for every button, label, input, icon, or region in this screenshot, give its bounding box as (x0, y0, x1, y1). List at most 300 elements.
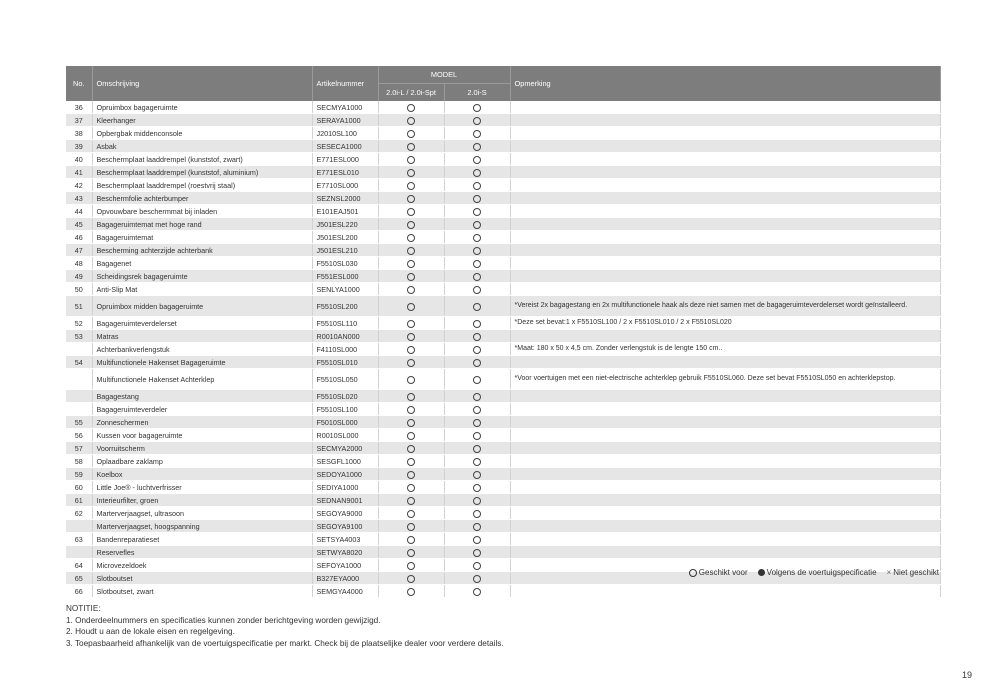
row-description: Scheidingsrek bagageruimte (92, 270, 312, 283)
row-article-number: SERAYA1000 (312, 114, 378, 127)
open-circle-icon (407, 497, 415, 505)
open-circle-icon (473, 182, 481, 190)
row-model-a (378, 507, 444, 520)
row-number: 56 (66, 429, 92, 442)
open-circle-icon (473, 523, 481, 531)
note-item: 1. Onderdeelnummers en specificaties kunnen zonder berichtgeving worden gewijzigd. (66, 615, 381, 625)
row-remark (510, 270, 940, 283)
row-remark: *Deze set bevat:1 x F5510SL100 / 2 x F5510SL010 / 2 x F5510SL020 (510, 317, 940, 330)
open-circle-icon (473, 260, 481, 268)
row-article-number: F4110SL000 (312, 343, 378, 356)
row-article-number: F5510SL030 (312, 257, 378, 270)
open-circle-icon (473, 376, 481, 384)
open-circle-icon (473, 510, 481, 518)
table-row (66, 343, 940, 356)
row-remark (510, 468, 940, 481)
row-model-b (444, 153, 510, 166)
row-model-a (378, 403, 444, 416)
row-model-b (444, 205, 510, 218)
row-model-b (444, 283, 510, 296)
table-row (66, 481, 940, 494)
open-circle-icon (407, 182, 415, 190)
row-model-b (444, 442, 510, 455)
row-article-number: E7710SL000 (312, 179, 378, 192)
row-model-b (444, 533, 510, 546)
row-number: 51 (66, 296, 92, 317)
row-model-a (378, 455, 444, 468)
row-description: Kleerhanger (92, 114, 312, 127)
accessories-table (66, 66, 941, 598)
row-model-b (444, 296, 510, 317)
table-row (66, 244, 940, 257)
table-row (66, 455, 940, 468)
row-article-number: SETSYA4003 (312, 533, 378, 546)
row-article-number: J501ESL210 (312, 244, 378, 257)
header-remark: Opmerking (510, 66, 940, 101)
open-circle-icon (473, 221, 481, 229)
row-model-b (444, 494, 510, 507)
open-circle-icon (407, 376, 415, 384)
row-description: Voorruitscherm (92, 442, 312, 455)
table-row (66, 283, 940, 296)
row-number (66, 390, 92, 403)
row-article-number: E771ESL000 (312, 153, 378, 166)
row-model-a (378, 494, 444, 507)
row-model-a (378, 296, 444, 317)
open-circle-icon (473, 549, 481, 557)
row-article-number: F5510SL050 (312, 369, 378, 390)
table-row (66, 585, 940, 598)
row-description: Bagageruimtemat met hoge rand (92, 218, 312, 231)
open-circle-icon (473, 286, 481, 294)
row-model-b (444, 140, 510, 153)
open-circle-icon (407, 260, 415, 268)
row-remark (510, 533, 940, 546)
note-item: 3. Toepasbaarheid afhankelijk van de voertuigspecificatie per markt. Check bij de plaatselijke dealer voor verdere details. (66, 638, 504, 648)
row-article-number: J501ESL200 (312, 231, 378, 244)
row-model-b (444, 270, 510, 283)
open-circle-icon (407, 359, 415, 367)
row-remark (510, 356, 940, 369)
row-article-number: J501ESL220 (312, 218, 378, 231)
row-description: Bescherming achterzijde achterbank (92, 244, 312, 257)
open-circle-icon (473, 320, 481, 328)
row-description: Multifunctionele Hakenset Bagageruimte (92, 356, 312, 369)
row-remark (510, 153, 940, 166)
row-model-a (378, 127, 444, 140)
row-model-b (444, 416, 510, 429)
row-description: Bagageruimteverdeler (92, 403, 312, 416)
row-number: 40 (66, 153, 92, 166)
row-article-number: F5510SL020 (312, 390, 378, 403)
row-description: Zonneschermen (92, 416, 312, 429)
row-number: 38 (66, 127, 92, 140)
table-row (66, 257, 940, 270)
table-row (66, 205, 940, 218)
row-model-a (378, 114, 444, 127)
row-article-number: SEGOYA9000 (312, 507, 378, 520)
table-row (66, 231, 940, 244)
row-number: 41 (66, 166, 92, 179)
row-article-number: SEZNSL2000 (312, 192, 378, 205)
row-article-number: SESECA1000 (312, 140, 378, 153)
note-item: 2. Houdt u aan de lokale eisen en regelgeving. (66, 627, 235, 636)
header-model: MODEL (378, 66, 510, 84)
row-remark (510, 520, 940, 533)
row-model-b (444, 585, 510, 598)
row-article-number: E771ESL010 (312, 166, 378, 179)
row-description: Slotboutset, zwart (92, 585, 312, 598)
row-remark (510, 442, 940, 455)
row-remark (510, 416, 940, 429)
row-description: Kussen voor bagageruimte (92, 429, 312, 442)
row-model-b (444, 114, 510, 127)
row-model-a (378, 546, 444, 559)
table-row (66, 270, 940, 283)
row-number (66, 369, 92, 390)
row-description: Opbergbak middenconsole (92, 127, 312, 140)
row-number: 65 (66, 572, 92, 585)
row-model-a (378, 179, 444, 192)
row-model-a (378, 101, 444, 114)
row-model-a (378, 572, 444, 585)
row-number: 42 (66, 179, 92, 192)
row-model-a (378, 356, 444, 369)
open-circle-icon (407, 156, 415, 164)
row-number (66, 520, 92, 533)
table-row (66, 296, 940, 317)
row-remark: *Vereist 2x bagagestang en 2x multifunctionele haak als deze niet samen met de bagageruimteverdelerset wordt geïnstalleerd. (510, 296, 940, 317)
row-number: 45 (66, 218, 92, 231)
row-model-a (378, 520, 444, 533)
open-circle-icon (473, 536, 481, 544)
row-remark (510, 507, 940, 520)
row-remark (510, 494, 940, 507)
row-number: 57 (66, 442, 92, 455)
row-description: Beschermfolie achterbumper (92, 192, 312, 205)
open-circle-icon (473, 104, 481, 112)
row-model-b (444, 507, 510, 520)
open-circle-icon (473, 273, 481, 281)
table-row (66, 468, 940, 481)
row-remark (510, 403, 940, 416)
row-model-b (444, 520, 510, 533)
row-remark (510, 481, 940, 494)
open-circle-icon (473, 445, 481, 453)
row-model-b (444, 127, 510, 140)
row-description: Oplaadbare zaklamp (92, 455, 312, 468)
open-circle-icon (407, 523, 415, 531)
row-model-b (444, 559, 510, 572)
row-number (66, 546, 92, 559)
row-model-a (378, 270, 444, 283)
row-article-number: F5510SL110 (312, 317, 378, 330)
open-circle-icon (473, 406, 481, 414)
open-circle-icon (473, 432, 481, 440)
open-circle-icon (407, 393, 415, 401)
open-circle-icon (689, 569, 697, 577)
row-number: 36 (66, 101, 92, 114)
open-circle-icon (473, 208, 481, 216)
open-circle-icon (473, 333, 481, 341)
row-description: Bagageruimteverdelerset (92, 317, 312, 330)
row-model-a (378, 585, 444, 598)
row-model-a (378, 343, 444, 356)
row-model-a (378, 205, 444, 218)
row-article-number: B327EYA000 (312, 572, 378, 585)
table-row (66, 179, 940, 192)
row-article-number: SETWYA8020 (312, 546, 378, 559)
row-number: 47 (66, 244, 92, 257)
open-circle-icon (473, 346, 481, 354)
open-circle-icon (407, 536, 415, 544)
row-number: 44 (66, 205, 92, 218)
table-row (66, 494, 940, 507)
row-remark (510, 330, 940, 343)
row-model-b (444, 192, 510, 205)
row-number: 46 (66, 231, 92, 244)
row-model-a (378, 283, 444, 296)
open-circle-icon (473, 588, 481, 596)
legend (689, 568, 939, 577)
row-model-b (444, 343, 510, 356)
legend-spec-label: Volgens de voertuigspecificatie (766, 568, 877, 577)
open-circle-icon (407, 273, 415, 281)
row-model-b (444, 244, 510, 257)
row-number: 53 (66, 330, 92, 343)
row-description: Marterverjaagset, hoogspanning (92, 520, 312, 533)
header-model-b: 2.0i-S (444, 84, 510, 102)
row-article-number: SEDIYA1000 (312, 481, 378, 494)
table-row (66, 127, 940, 140)
table-row (66, 114, 940, 127)
open-circle-icon (407, 575, 415, 583)
row-remark (510, 114, 940, 127)
open-circle-icon (407, 117, 415, 125)
table-row (66, 390, 940, 403)
row-model-b (444, 369, 510, 390)
row-article-number: SEDOYA1000 (312, 468, 378, 481)
table-row (66, 101, 940, 114)
row-description: Opruimbox bagageruimte (92, 101, 312, 114)
row-model-b (444, 166, 510, 179)
row-article-number: SENLYA1000 (312, 283, 378, 296)
row-model-a (378, 257, 444, 270)
row-number (66, 403, 92, 416)
row-description: Interieurfilter, groen (92, 494, 312, 507)
row-number: 58 (66, 455, 92, 468)
header-description: Omschrijving (92, 66, 312, 101)
row-remark (510, 244, 940, 257)
row-article-number: SEGOYA9100 (312, 520, 378, 533)
table-row (66, 153, 940, 166)
row-model-a (378, 140, 444, 153)
row-description: Asbak (92, 140, 312, 153)
row-model-b (444, 468, 510, 481)
row-model-b (444, 546, 510, 559)
row-number: 63 (66, 533, 92, 546)
row-model-a (378, 153, 444, 166)
open-circle-icon (473, 393, 481, 401)
open-circle-icon (407, 320, 415, 328)
row-model-a (378, 416, 444, 429)
table-row (66, 520, 940, 533)
row-model-b (444, 257, 510, 270)
row-description: Anti-Slip Mat (92, 283, 312, 296)
row-model-a (378, 166, 444, 179)
row-description: Beschermplaat laaddrempel (kunststof, aluminium) (92, 166, 312, 179)
row-description: Achterbankverlengstuk (92, 343, 312, 356)
row-model-b (444, 317, 510, 330)
row-model-b (444, 403, 510, 416)
row-description: Koelbox (92, 468, 312, 481)
open-circle-icon (473, 117, 481, 125)
open-circle-icon (407, 445, 415, 453)
row-remark (510, 140, 940, 153)
row-description: Bagagestang (92, 390, 312, 403)
open-circle-icon (407, 221, 415, 229)
open-circle-icon (407, 303, 415, 311)
row-model-a (378, 244, 444, 257)
row-description: Bagageruimtemat (92, 231, 312, 244)
row-remark (510, 205, 940, 218)
row-model-b (444, 218, 510, 231)
row-model-a (378, 231, 444, 244)
row-article-number: F5510SL100 (312, 403, 378, 416)
row-description: Reservefles (92, 546, 312, 559)
open-circle-icon (473, 419, 481, 427)
row-description: Beschermplaat laaddrempel (roestvrij staal) (92, 179, 312, 192)
row-model-a (378, 390, 444, 403)
row-remark (510, 101, 940, 114)
table-row (66, 369, 940, 390)
table-row (66, 416, 940, 429)
table-row (66, 546, 940, 559)
row-remark (510, 231, 940, 244)
notes-title: NOTITIE: (66, 604, 101, 613)
open-circle-icon (407, 143, 415, 151)
cross-icon: × (886, 568, 892, 577)
open-circle-icon (407, 484, 415, 492)
legend-spec (758, 568, 877, 577)
open-circle-icon (473, 169, 481, 177)
open-circle-icon (407, 104, 415, 112)
open-circle-icon (407, 169, 415, 177)
open-circle-icon (407, 471, 415, 479)
legend-suitable (689, 568, 748, 577)
row-model-a (378, 481, 444, 494)
row-description: Opruimbox midden bagageruimte (92, 296, 312, 317)
row-model-b (444, 572, 510, 585)
row-model-a (378, 442, 444, 455)
row-article-number: F5010SL000 (312, 416, 378, 429)
row-number: 64 (66, 559, 92, 572)
row-remark (510, 257, 940, 270)
header-model-a: 2.0i-L / 2.0i-Spt (378, 84, 444, 102)
row-article-number: E101EAJ501 (312, 205, 378, 218)
notes (66, 603, 504, 649)
row-remark (510, 283, 940, 296)
row-article-number: SEMGYA4000 (312, 585, 378, 598)
row-model-a (378, 429, 444, 442)
row-model-a (378, 559, 444, 572)
row-number: 49 (66, 270, 92, 283)
open-circle-icon (407, 432, 415, 440)
row-article-number: SECMYA1000 (312, 101, 378, 114)
row-description: Slotboutset (92, 572, 312, 585)
row-number: 37 (66, 114, 92, 127)
row-article-number: R0010AN000 (312, 330, 378, 343)
row-article-number: SESGFL1000 (312, 455, 378, 468)
row-remark (510, 585, 940, 598)
row-remark (510, 546, 940, 559)
table-row (66, 429, 940, 442)
row-article-number: SECMYA2000 (312, 442, 378, 455)
open-circle-icon (407, 510, 415, 518)
row-number: 62 (66, 507, 92, 520)
row-number: 55 (66, 416, 92, 429)
row-model-b (444, 101, 510, 114)
open-circle-icon (407, 130, 415, 138)
row-remark: *Voor voertuigen met een niet-electrische achterklep gebruik F5510SL060. Deze set bevat F5510SL050 en achterklepstop. (510, 369, 940, 390)
row-model-a (378, 369, 444, 390)
open-circle-icon (473, 575, 481, 583)
row-model-b (444, 429, 510, 442)
open-circle-icon (473, 562, 481, 570)
row-description: Little Joe® - luchtverfrisser (92, 481, 312, 494)
table-row (66, 442, 940, 455)
open-circle-icon (473, 195, 481, 203)
row-remark (510, 455, 940, 468)
open-circle-icon (473, 497, 481, 505)
row-remark (510, 218, 940, 231)
open-circle-icon (473, 471, 481, 479)
table-body (66, 101, 940, 598)
open-circle-icon (473, 234, 481, 242)
row-number: 66 (66, 585, 92, 598)
row-remark (510, 166, 940, 179)
row-model-b (444, 179, 510, 192)
row-model-b (444, 330, 510, 343)
row-model-a (378, 192, 444, 205)
row-model-b (444, 390, 510, 403)
row-number (66, 343, 92, 356)
table-row (66, 403, 940, 416)
header-no: No. (66, 66, 92, 101)
open-circle-icon (407, 247, 415, 255)
row-description: Matras (92, 330, 312, 343)
row-description: Bagagenet (92, 257, 312, 270)
row-model-a (378, 317, 444, 330)
row-model-b (444, 356, 510, 369)
row-remark (510, 429, 940, 442)
row-number: 48 (66, 257, 92, 270)
row-number: 61 (66, 494, 92, 507)
table-row (66, 533, 940, 546)
row-article-number: F5510SL200 (312, 296, 378, 317)
row-description: Marterverjaagset, ultrasoon (92, 507, 312, 520)
table-row (66, 356, 940, 369)
row-article-number: F551ESL000 (312, 270, 378, 283)
legend-not-suitable-label: Niet geschikt (893, 568, 939, 577)
row-article-number: SEDNAN9001 (312, 494, 378, 507)
row-description: Microvezeldoek (92, 559, 312, 572)
row-remark: *Maat: 180 x 50 x 4,5 cm. Zonder verlengstuk is de lengte 150 cm.. (510, 343, 940, 356)
legend-not-suitable (887, 568, 939, 577)
open-circle-icon (407, 419, 415, 427)
row-number: 39 (66, 140, 92, 153)
row-number: 43 (66, 192, 92, 205)
